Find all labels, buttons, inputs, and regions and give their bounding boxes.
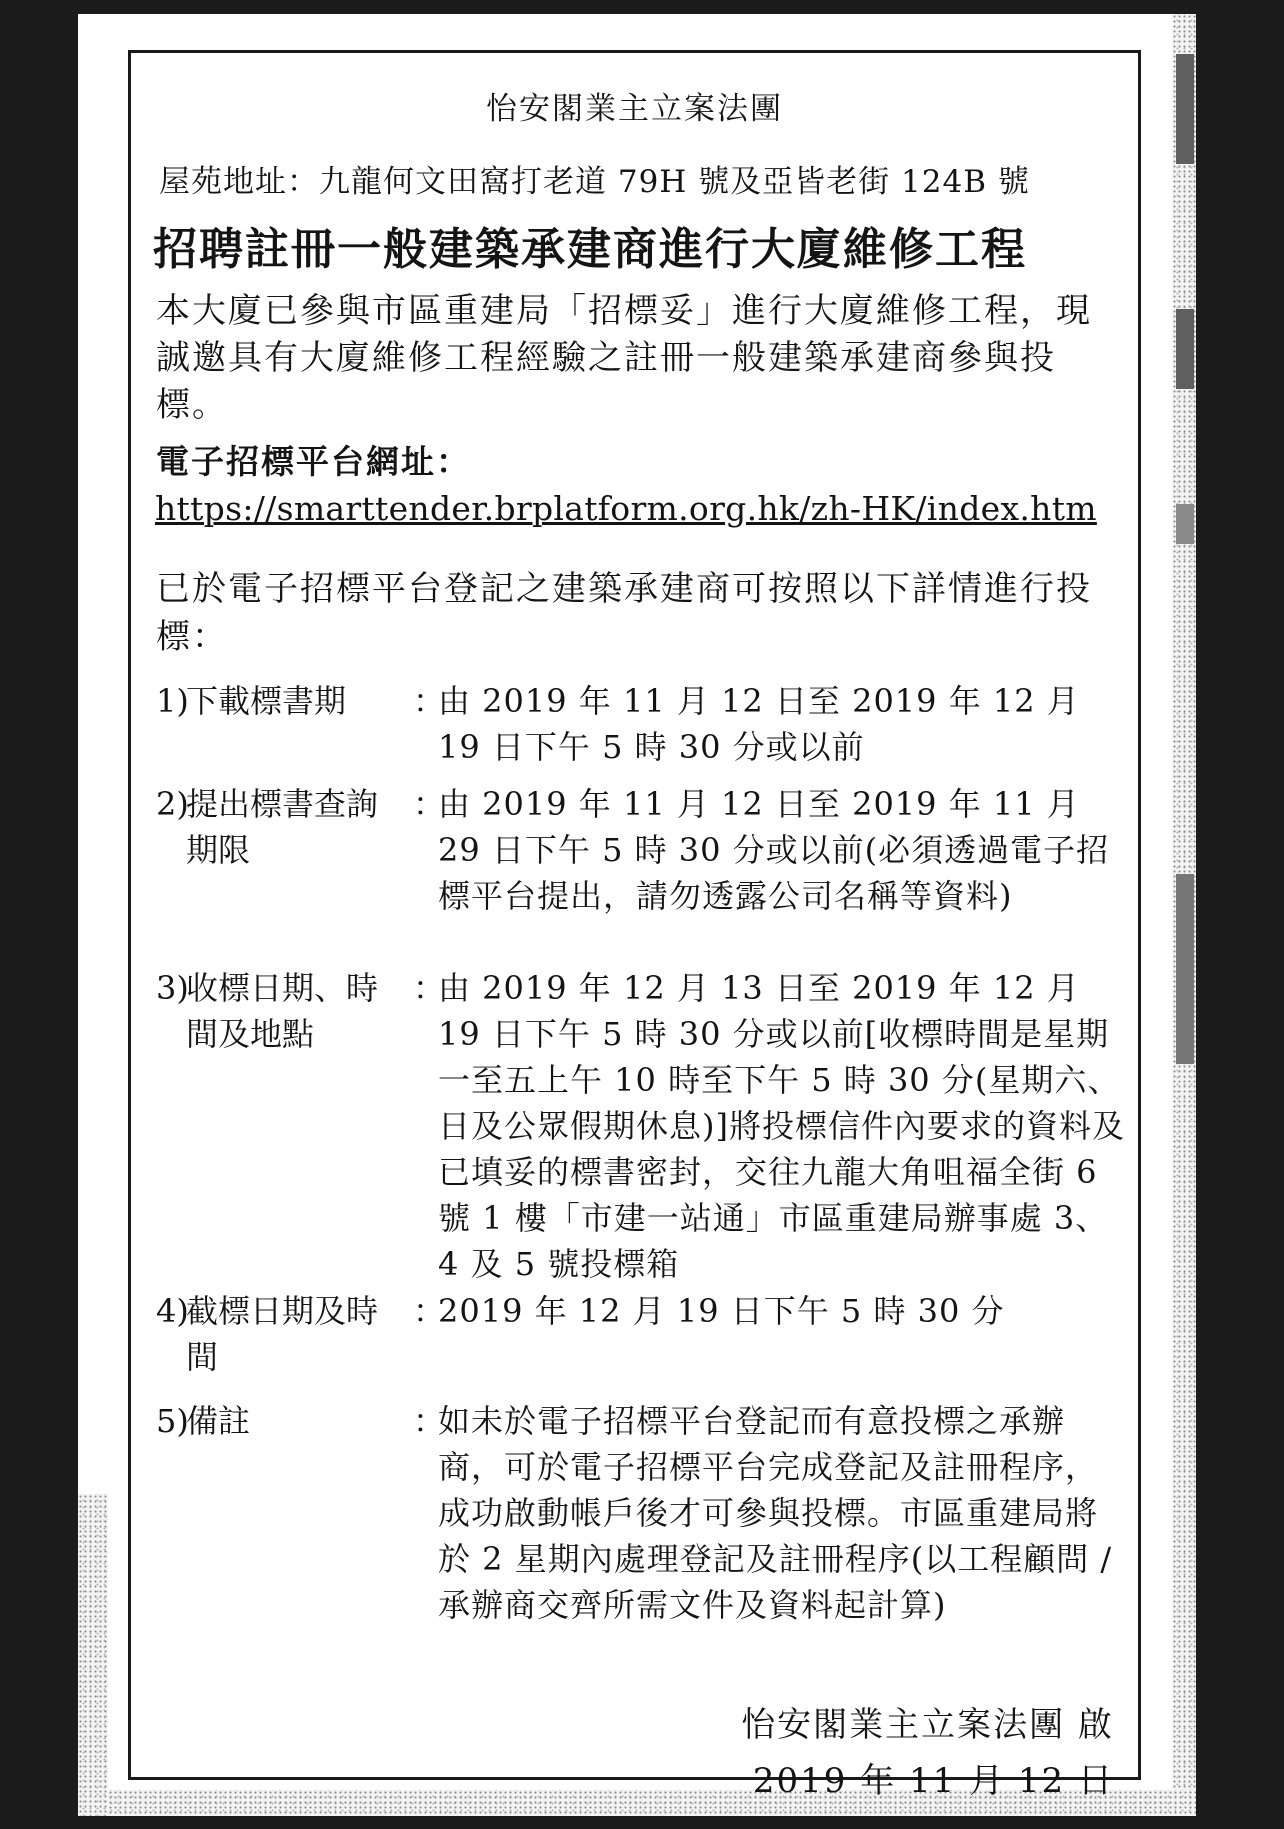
tender-notice-box — [128, 50, 1141, 1801]
scan-strip — [1176, 54, 1194, 164]
estate-address: 屋苑地址：九龍何文田窩打老道 79H 號及亞皆老街 124B 號 — [159, 164, 1030, 200]
item-value: 2019 年 12 月 19 日下午 5 時 30 分 — [438, 1292, 1005, 1330]
item-value: 由 2019 年 11 月 12 日至 2019 年 11 月 29 日下午 5 時 30 分或以前(必須透過電子招標平台提出，請勿透露公司名稱等資料) — [438, 785, 1110, 915]
platform-label: 電子招標平台網址： — [156, 442, 471, 481]
notice-headline: 招聘註冊一般建築承建商進行大廈維修工程 — [153, 224, 1027, 275]
signoff: 怡安閣業主立案法團 啟 — [741, 1705, 1114, 1745]
item-label: 備註 — [186, 1402, 251, 1440]
item-value: 如未於電子招標平台登記而有意投標之承辦商，可於電子招標平台完成登記及註冊程序，成功啟動帳戶後才可參與投標。市區重建局將於 2 星期內處理登記及註冊程序(以工程顧問 / 承辦商交齊所需文件及資料起計算) — [438, 1402, 1113, 1624]
item-number: 1) — [156, 682, 189, 720]
item-label: 截標日期及時間 — [186, 1292, 379, 1376]
item-label: 下載標書期 — [186, 682, 347, 720]
item-colon: ： — [413, 1402, 446, 1440]
item-colon: ： — [413, 785, 446, 823]
item-number: 4) — [156, 1292, 189, 1330]
scan-edge-left — [78, 1494, 108, 1816]
intro-paragraph: 本大廈已參與市區重建局「招標妥」進行大廈維修工程，現誠邀具有大廈維修工程經驗之註冊一般建築承建商參與投標。 — [156, 291, 1092, 425]
scan-strip — [1176, 874, 1194, 1064]
scan-strip — [1176, 309, 1194, 389]
item-colon: ： — [413, 1292, 446, 1330]
notice-date: 2019 年 11 月 12 日 — [752, 1761, 1114, 1801]
lead-paragraph: 已於電子招標平台登記之建築承建商可按照以下詳情進行投標： — [156, 569, 1092, 657]
item-number: 3) — [156, 969, 189, 1007]
org-title: 怡安閣業主立案法團 — [486, 91, 783, 127]
item-number: 2) — [156, 785, 189, 823]
item-label: 提出標書查詢期限 — [186, 785, 379, 869]
item-colon: ： — [413, 969, 446, 1007]
platform-url-link[interactable]: https://smarttender.brplatform.org.hk/zh-HK/index.htm — [155, 489, 1097, 528]
item-colon: ： — [413, 682, 446, 720]
item-value: 由 2019 年 12 月 13 日至 2019 年 12 月 19 日下午 5 時 30 分或以前[收標時間是星期一至五上午 10 時至下午 5 時 30 分(星期六、日及公眾假期休息)]將投標信件內要求的資料及已填妥的標書密封，交往九龍大角咀福全街 6 號 1 樓「市建一站通」市區重建局辦事處 3、4 及 5 號投標箱 — [438, 969, 1125, 1283]
item-label: 收標日期、時間及地點 — [186, 969, 379, 1053]
scanned-page — [78, 14, 1196, 1816]
item-value: 由 2019 年 11 月 12 日至 2019 年 12 月 19 日下午 5 時 30 分或以前 — [438, 682, 1080, 766]
scan-strip — [1176, 504, 1194, 544]
item-number: 5) — [156, 1402, 189, 1440]
